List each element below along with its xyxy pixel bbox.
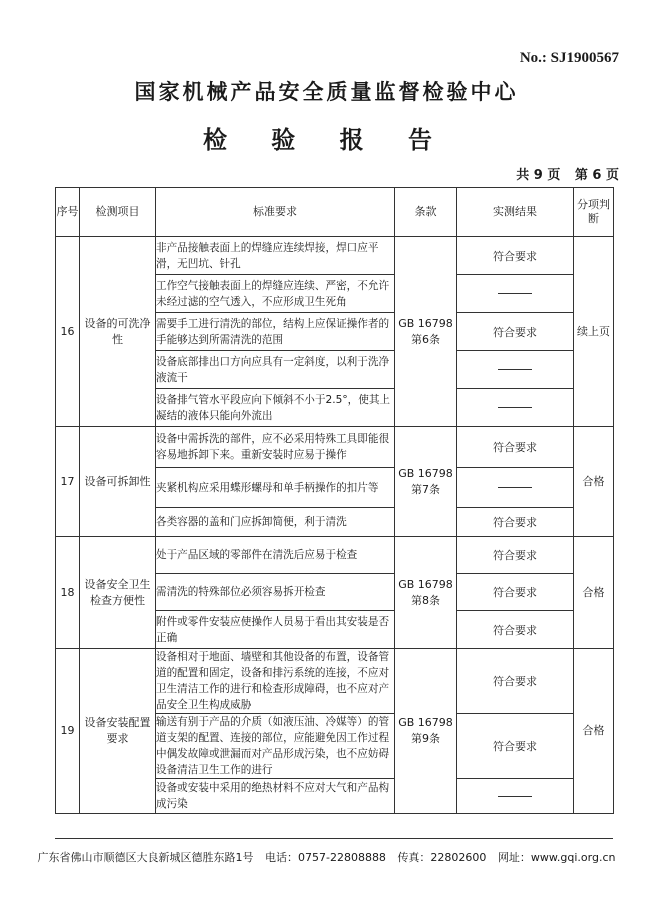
footer-address: 广东省佛山市顺德区大良新城区德胜东路1号 [37,851,254,864]
verdict: 续上页 [574,237,614,427]
report-number: No.: SJ1900567 [519,50,619,66]
result: 符合要求 [457,574,574,611]
clause: GB 16798 第9条 [395,649,457,814]
total-pages: 共 9 页 [516,168,561,183]
result: 符合要求 [457,237,574,275]
requirement: 处于产品区域的零部件在清洗后应易于检查 [156,537,395,574]
result: 符合要求 [457,611,574,649]
organization-name: 国家机械产品安全质量监督检验中心 [134,80,519,104]
requirement: 设备底部排出口方向应具有一定斜度，以利于洗净液流干 [156,351,395,389]
document-title: 检 验 报 告 [202,126,451,154]
column-header: 分项判断 [574,188,614,237]
table-row [56,237,614,275]
verdict: 合格 [574,649,614,814]
footer-divider [55,838,613,839]
requirement: 附件或零件安装应使操作人员易于看出其安装是否正确 [156,611,395,649]
table-row [56,427,614,468]
column-header: 序号 [56,188,80,237]
requirement: 设备排气管水平段应向下倾斜不小于2.5°，使其上凝结的液体只能向外流出 [156,389,395,427]
table-row [56,649,614,714]
page-counter [506,164,619,183]
table-header-row [56,188,614,237]
result: 符合要求 [457,537,574,574]
footer-website: 网址：www.gqi.org.cn [497,851,616,864]
result-dash [498,369,532,371]
result: 符合要求 [457,313,574,351]
result: 符合要求 [457,427,574,468]
verdict: 合格 [574,427,614,537]
result [457,275,574,313]
result-dash [498,293,532,295]
result-dash [498,487,532,489]
test-item: 设备安装配置要求 [80,649,156,814]
requirement: 各类容器的盖和门应拆卸简便，利于清洗 [156,508,395,537]
requirement: 需清洗的特殊部位必须容易拆开检查 [156,574,395,611]
requirement: 输送有别于产品的介质（如液压油、冷媒等）的管道支架的配置、连接的部位，应能避免因工作过程中偶发故障或泄漏而对产品形成污染，也不应妨碍设备清洁卫生工作的进行 [156,714,395,779]
result [457,389,574,427]
item-number: 19 [56,649,80,814]
requirement: 夹紧机构应采用蝶形螺母和单手柄操作的扣片等 [156,468,395,508]
requirement: 设备中需拆洗的部件，应不必采用特殊工具即能很容易地拆卸下来。重新安装时应易于操作 [156,427,395,468]
test-item: 设备的可洗净性 [80,237,156,427]
result-dash [498,407,532,409]
result [457,468,574,508]
test-item: 设备可拆卸性 [80,427,156,537]
clause: GB 16798 第8条 [395,537,457,649]
item-number: 17 [56,427,80,537]
column-header: 条款 [395,188,457,237]
column-header: 标准要求 [156,188,395,237]
result: 符合要求 [457,649,574,714]
result-dash [498,796,532,798]
requirement: 非产品接触表面上的焊缝应连续焊接，焊口应平滑，无凹坑、针孔 [156,237,395,275]
column-header: 实测结果 [457,188,574,237]
requirement: 设备相对于地面、墙壁和其他设备的布置，设备管道的配置和固定，设备和排污系统的连接，不应对卫生清洁工作的进行和检查形成障碍，也不应对产品安全卫生构成威胁 [156,649,395,714]
current-page: 第 6 页 [574,168,619,183]
item-number: 16 [56,237,80,427]
clause: GB 16798 第7条 [395,427,457,537]
clause: GB 16798 第6条 [395,237,457,427]
result: 符合要求 [457,508,574,537]
verdict: 合格 [574,537,614,649]
footer-fax: 传真：22802600 [397,851,487,864]
table-row [56,537,614,574]
result: 符合要求 [457,714,574,779]
footer-phone: 电话：0757-22808888 [264,851,386,864]
requirement: 工作空气接触表面上的焊缝应连续、严密，不允许未经过滤的空气透入，不应形成卫生死角 [156,275,395,313]
requirement: 设备或安装中采用的绝热材料不应对大气和产品构成污染 [156,779,395,814]
inspection-table [55,187,614,814]
requirement: 需要手工进行清洗的部位，结构上应保证操作者的手能够达到所需清洗的范围 [156,313,395,351]
footer [0,849,653,865]
test-item: 设备安全卫生检查方便性 [80,537,156,649]
result [457,779,574,814]
table-body [56,237,614,814]
column-header: 检测项目 [80,188,156,237]
item-number: 18 [56,537,80,649]
result [457,351,574,389]
